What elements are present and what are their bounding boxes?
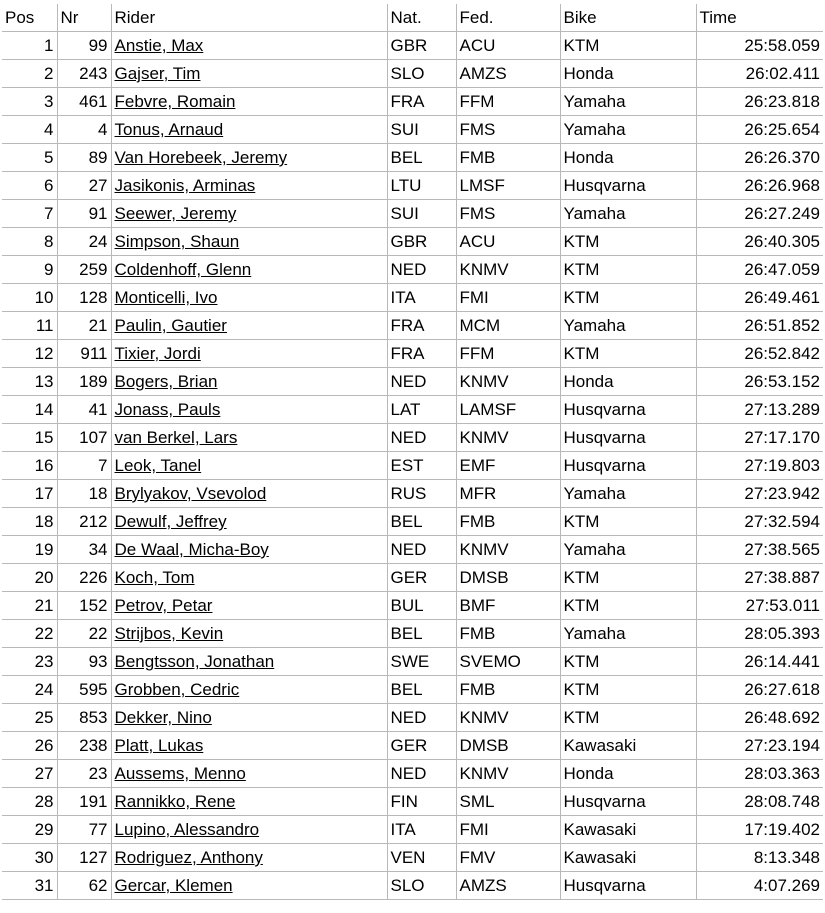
cell-fed: MCM: [456, 312, 560, 340]
cell-time: 27:23.194: [696, 732, 823, 760]
cell-fed: FMB: [456, 144, 560, 172]
cell-pos: 27: [2, 760, 57, 788]
cell-nat: EST: [387, 452, 456, 480]
cell-time: 26:51.852: [696, 312, 823, 340]
rider-link[interactable]: Seewer, Jeremy: [114, 204, 237, 223]
cell-nr: 226: [57, 564, 111, 592]
cell-nr: 89: [57, 144, 111, 172]
cell-nr: 911: [57, 340, 111, 368]
cell-fed: SML: [456, 788, 560, 816]
table-row: [2, 788, 823, 816]
col-header-time: Time: [696, 4, 823, 32]
cell-bike: KTM: [560, 648, 696, 676]
cell-time: 27:23.942: [696, 480, 823, 508]
cell-fed: DMSB: [456, 564, 560, 592]
cell-time: 26:25.654: [696, 116, 823, 144]
cell-rider: [111, 200, 387, 228]
cell-time: 26:27.618: [696, 676, 823, 704]
cell-nat: SWE: [387, 648, 456, 676]
rider-link[interactable]: Platt, Lukas: [114, 736, 204, 755]
cell-rider: [111, 508, 387, 536]
cell-time: 27:13.289: [696, 396, 823, 424]
cell-time: 26:02.411: [696, 60, 823, 88]
cell-pos: 2: [2, 60, 57, 88]
cell-nat: BEL: [387, 508, 456, 536]
cell-fed: FMB: [456, 508, 560, 536]
cell-nr: 91: [57, 200, 111, 228]
table-row: [2, 564, 823, 592]
cell-rider: [111, 788, 387, 816]
cell-nr: 259: [57, 256, 111, 284]
cell-pos: 30: [2, 844, 57, 872]
cell-rider: [111, 116, 387, 144]
cell-time: 26:52.842: [696, 340, 823, 368]
cell-bike: Kawasaki: [560, 732, 696, 760]
table-row: [2, 60, 823, 88]
cell-bike: KTM: [560, 340, 696, 368]
cell-nat: GER: [387, 732, 456, 760]
cell-fed: FFM: [456, 88, 560, 116]
cell-bike: Husqvarna: [560, 396, 696, 424]
cell-nr: 212: [57, 508, 111, 536]
cell-rider: [111, 144, 387, 172]
cell-pos: 18: [2, 508, 57, 536]
cell-time: 17:19.402: [696, 816, 823, 844]
rider-link[interactable]: Jonass, Pauls: [114, 400, 221, 419]
rider-link[interactable]: Paulin, Gautier: [114, 316, 227, 335]
cell-nr: 152: [57, 592, 111, 620]
cell-time: 26:14.441: [696, 648, 823, 676]
cell-bike: Husqvarna: [560, 788, 696, 816]
table-row: [2, 424, 823, 452]
cell-fed: FMB: [456, 676, 560, 704]
cell-fed: KNMV: [456, 536, 560, 564]
rider-link[interactable]: Rodriguez, Anthony: [114, 848, 263, 867]
rider-link[interactable]: Bengtsson, Jonathan: [114, 652, 275, 671]
cell-nat: SLO: [387, 60, 456, 88]
cell-time: 27:19.803: [696, 452, 823, 480]
cell-fed: FMS: [456, 200, 560, 228]
cell-time: 26:53.152: [696, 368, 823, 396]
cell-pos: 9: [2, 256, 57, 284]
cell-bike: Honda: [560, 144, 696, 172]
cell-pos: 4: [2, 116, 57, 144]
cell-nr: 18: [57, 480, 111, 508]
cell-nat: RUS: [387, 480, 456, 508]
cell-fed: ACU: [456, 32, 560, 60]
cell-time: 27:38.887: [696, 564, 823, 592]
cell-bike: Yamaha: [560, 200, 696, 228]
cell-rider: [111, 452, 387, 480]
cell-rider: [111, 536, 387, 564]
cell-nat: FRA: [387, 340, 456, 368]
cell-nr: 23: [57, 760, 111, 788]
cell-pos: 26: [2, 732, 57, 760]
cell-nat: NED: [387, 424, 456, 452]
cell-bike: Kawasaki: [560, 844, 696, 872]
cell-pos: 12: [2, 340, 57, 368]
cell-bike: Husqvarna: [560, 872, 696, 900]
cell-nat: FRA: [387, 312, 456, 340]
cell-pos: 21: [2, 592, 57, 620]
cell-nat: SUI: [387, 200, 456, 228]
cell-fed: AMZS: [456, 60, 560, 88]
cell-bike: Honda: [560, 760, 696, 788]
cell-time: 27:17.170: [696, 424, 823, 452]
cell-bike: KTM: [560, 704, 696, 732]
cell-bike: KTM: [560, 32, 696, 60]
cell-nat: LAT: [387, 396, 456, 424]
cell-pos: 3: [2, 88, 57, 116]
cell-rider: [111, 620, 387, 648]
cell-rider: [111, 844, 387, 872]
cell-bike: Kawasaki: [560, 816, 696, 844]
cell-nat: SLO: [387, 872, 456, 900]
col-header-fed: Fed.: [456, 4, 560, 32]
cell-bike: Honda: [560, 60, 696, 88]
header-row: [2, 4, 823, 32]
cell-time: 26:27.249: [696, 200, 823, 228]
cell-pos: 15: [2, 424, 57, 452]
cell-time: 28:03.363: [696, 760, 823, 788]
cell-pos: 8: [2, 228, 57, 256]
cell-nat: ITA: [387, 284, 456, 312]
cell-fed: LMSF: [456, 172, 560, 200]
cell-time: 28:05.393: [696, 620, 823, 648]
rider-link[interactable]: Febvre, Romain: [114, 92, 236, 111]
cell-nr: 238: [57, 732, 111, 760]
table-row: [2, 88, 823, 116]
cell-nr: 243: [57, 60, 111, 88]
cell-fed: FMB: [456, 620, 560, 648]
cell-nat: BUL: [387, 592, 456, 620]
table-row: [2, 312, 823, 340]
table-row: [2, 368, 823, 396]
cell-nat: NED: [387, 368, 456, 396]
rider-link[interactable]: Leok, Tanel: [114, 456, 202, 475]
cell-nat: BEL: [387, 676, 456, 704]
cell-fed: LAMSF: [456, 396, 560, 424]
rider-link[interactable]: Simpson, Shaun: [114, 232, 240, 251]
cell-nr: 93: [57, 648, 111, 676]
cell-bike: Yamaha: [560, 536, 696, 564]
cell-nat: FIN: [387, 788, 456, 816]
cell-rider: [111, 704, 387, 732]
cell-nat: GBR: [387, 228, 456, 256]
table-row: [2, 872, 823, 900]
cell-nr: 189: [57, 368, 111, 396]
cell-rider: [111, 88, 387, 116]
cell-time: 27:53.011: [696, 592, 823, 620]
rider-link[interactable]: Strijbos, Kevin: [114, 624, 224, 643]
col-header-rider: Rider: [111, 4, 387, 32]
table-row: [2, 620, 823, 648]
table-row: [2, 480, 823, 508]
cell-pos: 13: [2, 368, 57, 396]
cell-bike: Honda: [560, 368, 696, 396]
col-header-pos: Pos: [2, 4, 57, 32]
cell-rider: [111, 32, 387, 60]
cell-pos: 23: [2, 648, 57, 676]
cell-rider: [111, 60, 387, 88]
rider-link[interactable]: van Berkel, Lars: [114, 428, 238, 447]
table-row: [2, 284, 823, 312]
cell-rider: [111, 760, 387, 788]
cell-fed: KNMV: [456, 256, 560, 284]
cell-fed: ACU: [456, 228, 560, 256]
cell-bike: Yamaha: [560, 480, 696, 508]
cell-pos: 17: [2, 480, 57, 508]
cell-nat: FRA: [387, 88, 456, 116]
table-row: [2, 200, 823, 228]
cell-rider: [111, 172, 387, 200]
table-row: [2, 116, 823, 144]
rider-link[interactable]: Lupino, Alessandro: [114, 820, 260, 839]
cell-time: 26:47.059: [696, 256, 823, 284]
rider-link[interactable]: Dekker, Nino: [114, 708, 212, 727]
cell-bike: KTM: [560, 256, 696, 284]
cell-time: 26:48.692: [696, 704, 823, 732]
cell-time: 27:32.594: [696, 508, 823, 536]
rider-link[interactable]: Gajser, Tim: [114, 64, 201, 83]
cell-time: 28:08.748: [696, 788, 823, 816]
table-row: [2, 256, 823, 284]
cell-time: 26:26.968: [696, 172, 823, 200]
cell-pos: 1: [2, 32, 57, 60]
cell-bike: Yamaha: [560, 620, 696, 648]
cell-nat: NED: [387, 536, 456, 564]
table-row: [2, 592, 823, 620]
cell-rider: [111, 816, 387, 844]
cell-pos: 11: [2, 312, 57, 340]
cell-time: 4:07.269: [696, 872, 823, 900]
cell-fed: MFR: [456, 480, 560, 508]
cell-fed: KNMV: [456, 760, 560, 788]
cell-nr: 99: [57, 32, 111, 60]
cell-pos: 7: [2, 200, 57, 228]
cell-bike: Husqvarna: [560, 172, 696, 200]
cell-fed: DMSB: [456, 732, 560, 760]
cell-nat: NED: [387, 760, 456, 788]
cell-nat: BEL: [387, 620, 456, 648]
cell-nr: 127: [57, 844, 111, 872]
cell-pos: 20: [2, 564, 57, 592]
cell-time: 8:13.348: [696, 844, 823, 872]
cell-nr: 4: [57, 116, 111, 144]
cell-nat: GER: [387, 564, 456, 592]
cell-time: 26:23.818: [696, 88, 823, 116]
cell-fed: KNMV: [456, 368, 560, 396]
cell-rider: [111, 368, 387, 396]
table-row: [2, 172, 823, 200]
cell-nr: 27: [57, 172, 111, 200]
cell-bike: Yamaha: [560, 88, 696, 116]
rider-link[interactable]: Coldenhoff, Glenn: [114, 260, 252, 279]
table-row: [2, 536, 823, 564]
cell-nat: NED: [387, 256, 456, 284]
rider-link[interactable]: Tixier, Jordi: [114, 344, 201, 363]
cell-rider: [111, 676, 387, 704]
rider-link[interactable]: Petrov, Petar: [114, 596, 213, 615]
cell-fed: AMZS: [456, 872, 560, 900]
cell-nat: BEL: [387, 144, 456, 172]
cell-rider: [111, 732, 387, 760]
cell-nat: NED: [387, 704, 456, 732]
table-row: [2, 704, 823, 732]
rider-link[interactable]: Koch, Tom: [114, 568, 195, 587]
rider-link[interactable]: De Waal, Micha-Boy: [114, 540, 269, 559]
cell-nat: ITA: [387, 816, 456, 844]
cell-bike: Yamaha: [560, 116, 696, 144]
cell-nr: 21: [57, 312, 111, 340]
cell-bike: KTM: [560, 676, 696, 704]
rider-link[interactable]: Van Horebeek, Jeremy: [114, 148, 288, 167]
cell-time: 26:26.370: [696, 144, 823, 172]
cell-time: 26:49.461: [696, 284, 823, 312]
cell-nr: 128: [57, 284, 111, 312]
cell-time: 27:38.565: [696, 536, 823, 564]
rider-link[interactable]: Tonus, Arnaud: [114, 120, 224, 139]
cell-nr: 22: [57, 620, 111, 648]
cell-nr: 77: [57, 816, 111, 844]
rider-link[interactable]: Rannikko, Rene: [114, 792, 236, 811]
table-row: [2, 676, 823, 704]
cell-nr: 191: [57, 788, 111, 816]
cell-nr: 24: [57, 228, 111, 256]
results-body: [2, 32, 823, 900]
rider-link[interactable]: Gercar, Klemen: [114, 876, 233, 895]
cell-fed: EMF: [456, 452, 560, 480]
table-row: [2, 844, 823, 872]
rider-link[interactable]: Jasikonis, Arminas: [114, 176, 256, 195]
table-row: [2, 452, 823, 480]
cell-rider: [111, 480, 387, 508]
cell-pos: 14: [2, 396, 57, 424]
rider-link[interactable]: Anstie, Max: [114, 36, 204, 55]
cell-fed: SVEMO: [456, 648, 560, 676]
cell-nat: SUI: [387, 116, 456, 144]
cell-rider: [111, 396, 387, 424]
cell-rider: [111, 424, 387, 452]
cell-time: 25:58.059: [696, 32, 823, 60]
cell-nat: GBR: [387, 32, 456, 60]
table-row: [2, 816, 823, 844]
cell-bike: KTM: [560, 228, 696, 256]
table-row: [2, 508, 823, 536]
cell-nr: 7: [57, 452, 111, 480]
cell-fed: FMI: [456, 816, 560, 844]
cell-bike: KTM: [560, 564, 696, 592]
cell-nr: 62: [57, 872, 111, 900]
col-header-nat: Nat.: [387, 4, 456, 32]
cell-nr: 34: [57, 536, 111, 564]
table-row: [2, 648, 823, 676]
cell-pos: 28: [2, 788, 57, 816]
cell-nr: 41: [57, 396, 111, 424]
cell-rider: [111, 592, 387, 620]
cell-rider: [111, 872, 387, 900]
table-row: [2, 760, 823, 788]
col-header-bike: Bike: [560, 4, 696, 32]
cell-nr: 107: [57, 424, 111, 452]
col-header-nr: Nr: [57, 4, 111, 32]
cell-bike: KTM: [560, 508, 696, 536]
cell-rider: [111, 648, 387, 676]
table-row: [2, 396, 823, 424]
results-table: [2, 4, 823, 900]
cell-rider: [111, 312, 387, 340]
table-row: [2, 228, 823, 256]
cell-nr: 595: [57, 676, 111, 704]
table-row: [2, 340, 823, 368]
cell-pos: 29: [2, 816, 57, 844]
rider-link[interactable]: Dewulf, Jeffrey: [114, 512, 227, 531]
cell-nat: LTU: [387, 172, 456, 200]
cell-fed: FMV: [456, 844, 560, 872]
cell-rider: [111, 284, 387, 312]
table-row: [2, 32, 823, 60]
rider-link[interactable]: Monticelli, Ivo: [114, 288, 218, 307]
cell-bike: KTM: [560, 592, 696, 620]
cell-pos: 31: [2, 872, 57, 900]
cell-pos: 24: [2, 676, 57, 704]
cell-pos: 25: [2, 704, 57, 732]
cell-fed: BMF: [456, 592, 560, 620]
rider-link[interactable]: Grobben, Cedric: [114, 680, 240, 699]
rider-link[interactable]: Brylyakov, Vsevolod: [114, 484, 267, 503]
cell-nr: 853: [57, 704, 111, 732]
table-row: [2, 144, 823, 172]
cell-fed: FMI: [456, 284, 560, 312]
rider-link[interactable]: Bogers, Brian: [114, 372, 218, 391]
cell-pos: 6: [2, 172, 57, 200]
cell-rider: [111, 228, 387, 256]
cell-pos: 19: [2, 536, 57, 564]
cell-time: 26:40.305: [696, 228, 823, 256]
cell-nat: VEN: [387, 844, 456, 872]
cell-pos: 5: [2, 144, 57, 172]
cell-rider: [111, 564, 387, 592]
cell-rider: [111, 340, 387, 368]
cell-pos: 16: [2, 452, 57, 480]
cell-bike: KTM: [560, 284, 696, 312]
cell-fed: FFM: [456, 340, 560, 368]
cell-rider: [111, 256, 387, 284]
cell-fed: KNMV: [456, 424, 560, 452]
cell-bike: Husqvarna: [560, 424, 696, 452]
cell-fed: KNMV: [456, 704, 560, 732]
cell-fed: FMS: [456, 116, 560, 144]
cell-bike: Yamaha: [560, 312, 696, 340]
cell-pos: 10: [2, 284, 57, 312]
cell-bike: Husqvarna: [560, 452, 696, 480]
table-row: [2, 732, 823, 760]
cell-nr: 461: [57, 88, 111, 116]
cell-pos: 22: [2, 620, 57, 648]
rider-link[interactable]: Aussems, Menno: [114, 764, 246, 783]
